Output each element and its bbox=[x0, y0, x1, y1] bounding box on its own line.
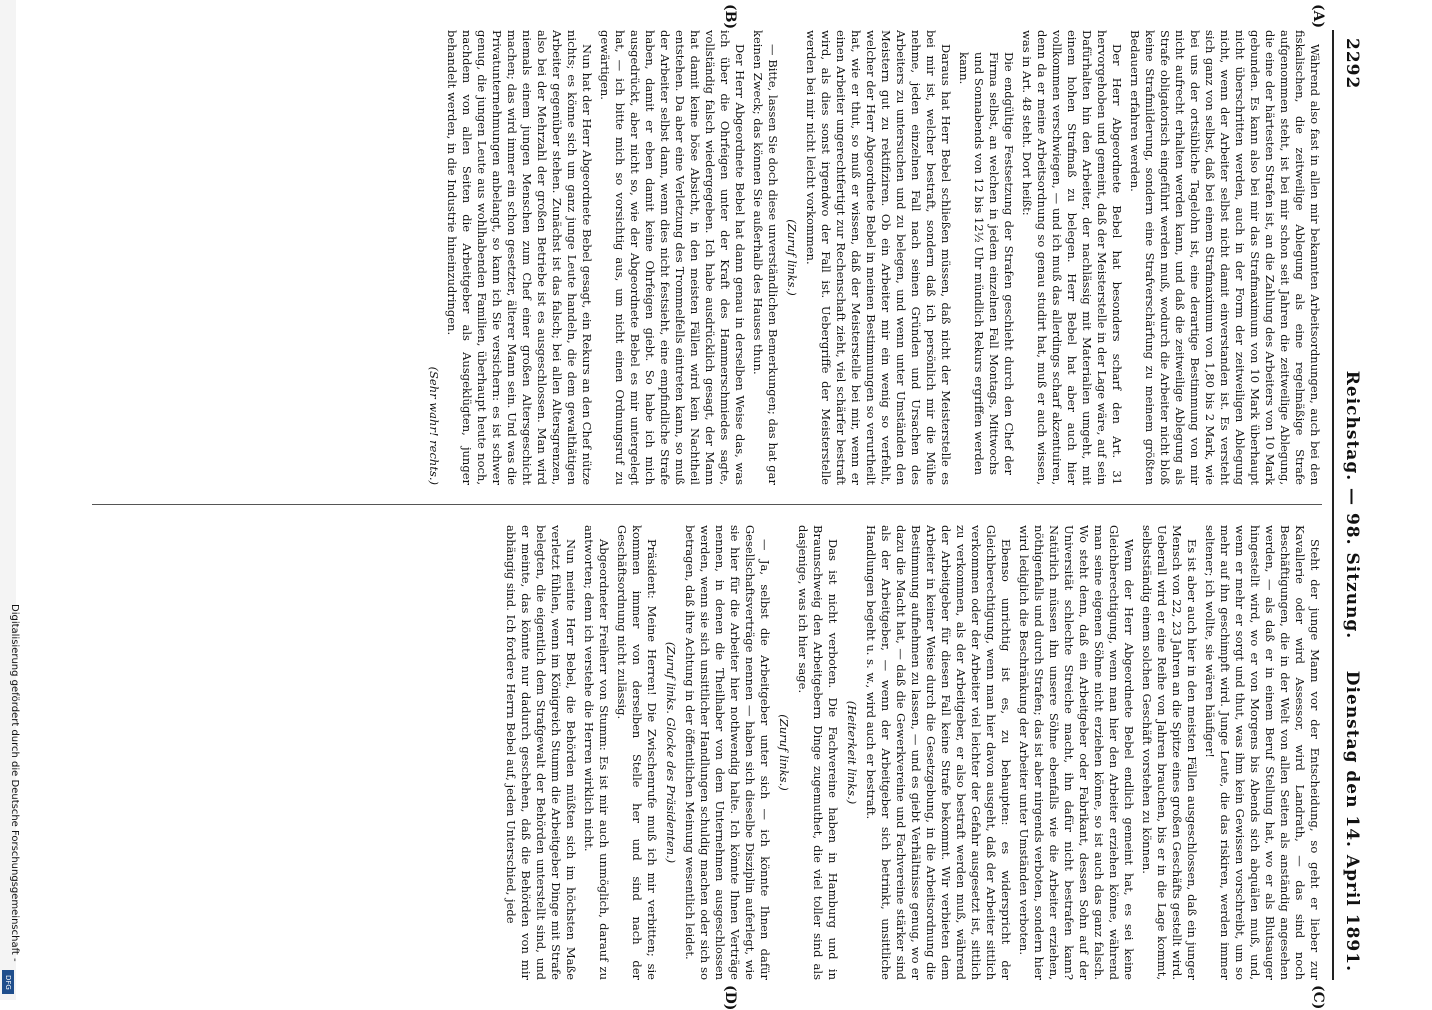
page-title: Reichstag. — 98. Sitzung. bbox=[1342, 370, 1362, 640]
speaker-paragraph: Präsident: Meine Herren! Die Zwischenrufe muß ich mir verbitten; sie kommen immer von derselben Stelle her und sind nach der Geschäftsordnung nicht zulässig. bbox=[615, 525, 659, 980]
digitization-credit-text: Digitalisierung gefördert durch die Deutsche Forschungsgemeinschaft - bbox=[9, 604, 20, 962]
margin-marker-b: (B) bbox=[722, 4, 738, 30]
header-rule bbox=[1332, 30, 1334, 980]
speaker-paragraph: Abgeordneter Freiherr von Stumm: Es ist mir auch unmöglich, darauf zu antworten; denn ich verstehe die Herren wirklich nicht. bbox=[582, 525, 611, 980]
digitization-credit-strip bbox=[0, 0, 20, 1000]
paragraph: Das ist nicht verboten. Die Fachvereine haben in Hamburg und in Braunschweig den Arbeitgebern Dinge zugemuthet, die viel toller sind als dasjenige, was ich hier sage. bbox=[796, 525, 840, 980]
quote-paragraph: Die endgültige Festsetzung der Strafen geschieht durch den Chef der Firma selbst, an welchen in jedem einzelnen Fall Montags, Mittwochs und Sonnabends von 12 bis 12½ Uhr mündlich Rekurs ergriffen werden kann. bbox=[957, 52, 1016, 475]
paragraph: Der Herr Abgeordnete Bebel hat dann genau in derselben Weise das, was ich über die Ohrfeigen unter der Kraft des Hammerschmiedes sagte, vollständig falsch wiedergegeben. Ich habe ausdrücklich gesagt, der Mann hat damit keine böse Absicht, in den meisten Fällen wird kein Nachtheil entstehen. Da aber eine Verletzung des Trommelfells eintreten kann, so muß der Arbeiter selbst dann, wenn dies nicht festsieht, eine empfindliche Strafe haben, damit er eben damit keine Ohrfeigen giebt. So habe ich mich ausgedrückt, aber nicht so, wie der Abgeordnete Bebel es mir untergelegt hat, — ich bitte mich so vorsichtig aus, um nicht einen Ordnungsruf zu gewärtigen. bbox=[598, 30, 747, 485]
margin-marker-a: (A) bbox=[1310, 4, 1326, 29]
interjection: (Heiterkeit links.) bbox=[845, 700, 859, 805]
paragraph: Nun meinte Herr Bebel, die Behörden müßten sich im höchsten Maße verletzt fühlen, wenn im Königreich Stumm die Arbeitgeber Dinge mit Strafe belegten, die eigentlich dem Strafgewalt der Behörden unterstellt sind, und er meinte, das könnte nur dadurch geschehen, daß die Behörden von mir abhängig sind. Ich fordere Herrn Bebel auf, jeden Unterschied, jede bbox=[504, 525, 578, 980]
right-column bbox=[92, 525, 1322, 980]
paragraph: Wenn der Herr Abgeordnete Bebel endlich gemeint hat, es sei keine Gleichberechtigung, wenn man hier den Arbeiter erziehen könne, während man seine eigenen Söhne nicht erziehen könne, so ist auch das ganz falsch. Wo steht denn, daß ein Arbeitgeber oder Fabrikant, dessen Sohn auf der Universität schlechte Streiche macht, ihn dafür nicht bestrafen kann? Natürlich müssen ihn unsere Söhne ebenfalls wie die Arbeiter erziehen, nöthigenfalls und durch Strafen; das ist aber nirgends verboten, sondern hier wird lediglich die Beschränkung der Arbeiter unter Umständen verboten. bbox=[1017, 525, 1136, 980]
interjection: (Zuruf links.) bbox=[785, 219, 799, 296]
paragraph: Nun hat der Herr Abgeordnete Bebel gesagt, ein Rekurs an den Chef nütze nichts; es könne sich um ganz junge Leute handeln, die dem gewalthätigen Arbeiter gegenüber stehen. Zunächst ist das falsch; bei allen Altersgrenzen, also bei der Mehrzahl der großen Betriebe ist es ausgeschlossen. Man wird niemals einem jungen Menschen zum Chef einer großen Altersgeschicht machen; das wird immer ein schon gesetzter, älterer Mann sein. Und was die Privatunternehmungen anbelangt, so kann ich Sie versichern: es ist schwer genug, die jungen Leute aus wohlhabenden Familien, überhaupt heute noch, nachdem von allen Seiten die Arbeitgeber als Ausgeklügten, junger behandelt werden, in die Industrie hineinzudringen. bbox=[445, 30, 594, 485]
left-column bbox=[92, 30, 1322, 485]
paragraph: Steht der junge Mann vor der Entscheidung, so geht er lieber zur Kavallerie oder wird Assessor, wird Landrath, — das sind noch Beschäftigungen, die in der Welt von allen Seiten als anständig angesehen werden, — als daß er in einem Beruf Stellung hat, wo er als Blutsauger hingestellt wird, wo er von Morgens bis Abends sich abquälen muß, und, wenn er mehr er sorgt und thut, was ihm kein Gewissen vorschreibt, um so mehr auf ihn geschimpft wird. Junge Leute, die das riskiren, werden immer seltener; ich wollte, sie wären häufiger! bbox=[1203, 525, 1322, 980]
paragraph: Daraus hat Herr Bebel schließen müssen, daß nicht der Meisterstelle es bei mir ist, welcher bestraft, sondern daß ich persönlich mir die Mühe nehme, jeden einzelnen Fall nach seinen Gründen und Ursachen des Arbeiters zu untersuchen und zu belegen, und wenn unter Umständen den Meistern gut zu rektifiziren. Ob ein Arbeiter mir ein wenig so verfehlt, welcher der Herr Abgeordnete Bebel in meinen Bestimmungen so verurtheilt hat, wie er thut, so muß er wissen, daß der Meisterstelle bei mir, wenn er einen Arbeiter ungerechtfertigt zur Rechenschaft zieht, viel schärfer bestraft wird, als dies sonst irgendwo der Fall ist. Uebergriffe der Meisterstelle werden bei mir nicht leicht vorkommen. bbox=[804, 30, 953, 485]
margin-marker-d: (D) bbox=[722, 985, 738, 1010]
page-date: Dienstag den 14. April 1891. bbox=[1342, 670, 1362, 972]
page-header bbox=[1330, 30, 1366, 980]
margin-marker-c: (C) bbox=[1310, 985, 1326, 1010]
paragraph: Während also fast in allen mir bekannten Arbeitsordnungen, auch bei den fiskalischen, die zeitweilige Ablegung als eine regelmäßige Strafe aufgenommen steht, ist bei mir schon seit Jahren die zeitweilige Ablegung, die eine der härtesten Strafen ist, an die Zahlung des Arbeiters von 10 Mark gebunden. Es kann also bei mir das Strafmaximum von 10 Mark überhaupt nicht überschritten werden, auch in der Form der zeitweiligen Ablegung nicht, wenn der Arbeiter selbst nicht damit einverstanden ist. Es versteht sich ganz von selbst, daß bei einem Strafmaximum von 1,80 bis 2 Mark, wie bei uns der ortsübliche Tagelohn ist, eine derartige Bestimmung von mir nicht aufrecht erhalten werden kann, und daß die zeitweilige Ablegung als Strafe obligatorisch eingeführt werden muß, wodurch die Arbeiter nicht bloß keine Strafmilderung, sondern eine Strafverschärfung zu meinem größten Bedauern erfahren werden. bbox=[1128, 30, 1322, 485]
dfg-logo: DFG bbox=[2, 970, 14, 994]
paragraph: — Bitte, lassen Sie doch diese unverständlichen Bemerkungen; das hat gar keinen Zweck; das können Sie außerhalb des Hauses thun. bbox=[751, 30, 780, 485]
interjection: (Zuruf links. Glocke des Präsidenten.) bbox=[664, 641, 678, 864]
paragraph: Ebenso unrichtig ist es, zu behaupten: es widerspricht der Gleichberechtigung, wenn man hier davon ausgeht, daß der Arbeiter sittlich verkommen oder der Arbeiter viel leichter der Gefahr ausgesetzt ist, sittlich zu verkommen, als der Arbeitgeber, er also bestraft werden muß, während der Arbeitgeber für diesen Fall keine Strafe bekommt. Wir verbieten dem Arbeiter in keiner Weise durch die Gesetzgebung, in die Arbeitsordnung die Bestimmung aufnehmen zu lassen, — und es giebt Verhältnisse genug, wo er dazu die Macht hat, — daß die Gewerkvereine und Fachvereine stärker sind als der Arbeitgeber, — wenn der Arbeitgeber sich betrinkt, unsittliche Handlungen begeht u. s. w., wird auch er bestraft. bbox=[864, 525, 1013, 980]
rotated-page bbox=[76, 4, 1366, 1010]
page-number: 2292 bbox=[1342, 38, 1362, 90]
paragraph: Es ist aber auch hier in den meisten Fällen ausgeschlossen, daß ein junger Mensch von 22, 23 Jahren an die Spitze eines großen Geschäfts gestellt wird. Ueberall wird er eine Reihe von Jahren brauchen, bis er in die Lage kommt, selbstständig einem solchen Geschäft vorstehen zu können. bbox=[1140, 525, 1199, 980]
interjection: (Sehr wahr! rechts.) bbox=[427, 366, 441, 485]
interjection: (Zuruf links.) bbox=[777, 714, 791, 791]
paragraph: — Ja, selbst die Arbeitgeber unter sich — ich könnte Ihnen dafür Gesellschaftsverträge nennen — haben sich dieselbe Disziplin auferlegt, wie sie hier für die Arbeiter hier nothwendig halte. Ich könnte Ihnen Verträge nennen, in denen die Theilhaber von dem Unternehmen ausgeschlossen werden, wenn sie sich unsittlicher Handlungen schuldig machen oder sich so betragen, daß ihre Achtung in der öffentlichen Meinung wesentlich leidet. bbox=[683, 525, 772, 980]
paragraph: Der Herr Abgeordnete Bebel hat besonders scharf den Art. 31 hervorgehoben und gemeint, daß der Meisterstelle in der Lage wäre, auf sein Dafürhalten hin den Arbeiter, der nachlässig mit Materialien umgeht, mit einem hohen Strafmaß zu belegen. Herr Bebel hat aber auch hier vollkommen verschwiegen, — und ich muß das allerdings scharf akzentuiren, denn da er meine Arbeitsordnung so genau studirt hat, muß er auch wissen, was in Art. 48 steht. Dort heißt: bbox=[1020, 30, 1124, 485]
column-separator bbox=[92, 504, 1322, 505]
